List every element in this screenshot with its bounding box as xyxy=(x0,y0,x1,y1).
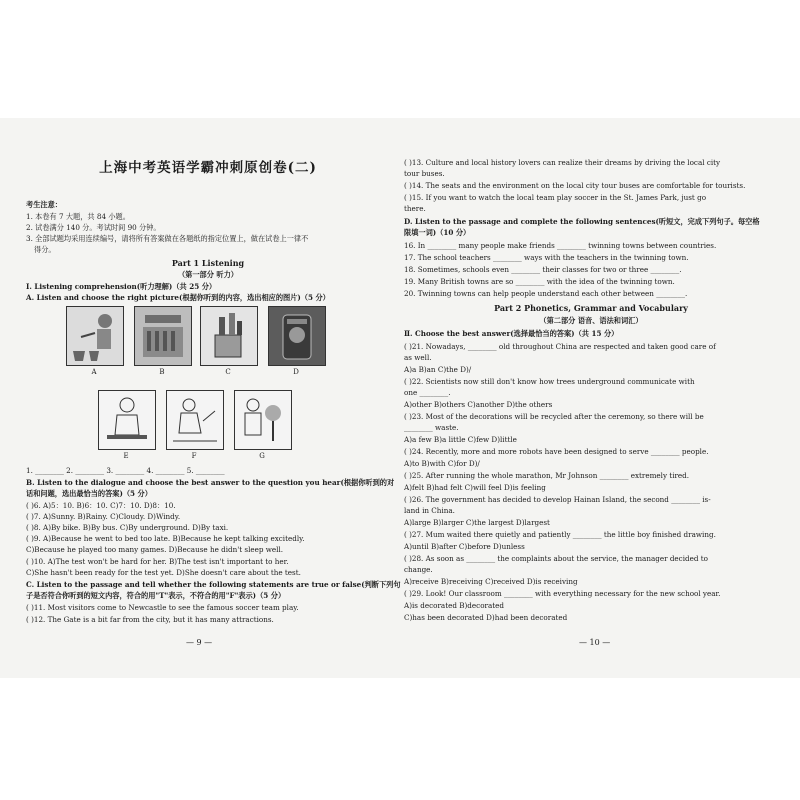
question-line: ( )24. Recently, more and more robots have been designed to serve ________ people. xyxy=(404,447,709,456)
question-line: as well. xyxy=(404,353,432,362)
answer-blanks: 1. ________ 2. ________ 3. ________ 4. ________ 5. ________ xyxy=(26,466,225,475)
question-line: land in China. xyxy=(404,506,455,515)
section-a-heading: A. Listen and choose the right picture(根据你听到的内容，选出相应的图片)（5 分） xyxy=(26,293,330,302)
picture-label: C xyxy=(225,368,231,376)
question-line: one ________. xyxy=(404,388,451,397)
question-line: 19. Many British towns are so ________ with the idea of the twinning town. xyxy=(404,277,675,286)
question-line: ( )9. A)Because he went to bed too late. B)Because he kept talking excitedly. xyxy=(26,534,305,543)
question-line: ( )6. A)5：10. B)6：10. C)7：10. D)8：10. xyxy=(26,501,176,510)
question-line: 17. The school teachers ________ ways with the teachers in the twinning town. xyxy=(404,253,689,262)
picture-label: F xyxy=(191,452,197,460)
question-line: ( )23. Most of the decorations will be recycled after the ceremony, so there will be xyxy=(404,412,704,421)
question-line: ( )21. Nowadays, ________ old throughout China are respected and taken good care of xyxy=(404,342,716,351)
note-line: 2. 试卷满分 140 分。考试时间 90 分钟。 xyxy=(26,223,161,232)
question-line: ( )22. Scientists now still don't know how trees underground communicate with xyxy=(404,377,695,386)
question-line: C)Because he played too many games. D)Because he didn't sleep well. xyxy=(26,545,284,554)
exam-paper-spread xyxy=(0,118,800,678)
picture-label: E xyxy=(123,452,129,460)
question-line: ( )14. The seats and the environment on the local city tour buses are comfortable for tourists. xyxy=(404,181,746,190)
picture-g xyxy=(234,390,292,450)
question-line: ( )11. Most visitors come to Newcastle to see the famous soccer team play. xyxy=(26,603,299,612)
question-line: 18. Sometimes, schools even ________ their classes for two or three ________. xyxy=(404,265,682,274)
part2-subtitle: （第二部分 语音、语法和词汇） xyxy=(539,316,643,325)
right-page xyxy=(404,118,778,678)
question-line: ( )28. As soon as ________ the complaints about the service, the manager decided to xyxy=(404,554,708,563)
option-line: A)until B)after C)before D)unless xyxy=(404,542,525,551)
section-heading: Ⅰ. Listening comprehension(听力理解)（共 25 分） xyxy=(26,282,217,291)
question-line: ( )27. Mum waited there quietly and patiently ________ the little boy finished drawing. xyxy=(404,530,716,539)
picture-e xyxy=(98,390,156,450)
question-line: ( )12. The Gate is a bit far from the city, but it has many attractions. xyxy=(26,615,274,624)
option-line: A)large B)larger C)the largest D)largest xyxy=(404,518,550,527)
page-title: 上海中考英语学霸冲刺原创卷(二) xyxy=(99,160,317,176)
part1-title: Part 1 Listening xyxy=(171,258,245,268)
option-line: C)has been decorated D)had been decorated xyxy=(404,613,568,622)
page-number: — 9 — xyxy=(186,638,213,647)
picture-b xyxy=(134,306,192,366)
question-line: ( )8. A)By bike. B)By bus. C)By underground. D)By taxi. xyxy=(26,523,229,532)
picture-label: B xyxy=(159,368,165,376)
question-line: 20. Twinning towns can help people understand each other between ________. xyxy=(404,289,688,298)
section-d-heading: 限填一词)（10 分） xyxy=(404,228,471,237)
picture-c xyxy=(200,306,258,366)
question-line: ( )25. After running the whole marathon, Mr Johnson ________ extremely tired. xyxy=(404,471,690,480)
picture-label: D xyxy=(293,368,299,376)
question-line: 16. In ________ many people make friends ________ twinning towns between countries. xyxy=(404,241,717,250)
part1-subtitle: （第一部分 听力） xyxy=(177,270,238,279)
section-c-heading: C. Listen to the passage and tell whether the following statements are true or false(判断下列句 xyxy=(26,580,401,589)
section-d-heading: D. Listen to the passage and complete the following sentences(听短文，完成下列句子。每空格 xyxy=(404,217,760,226)
option-line: A)to B)with C)for D)/ xyxy=(404,459,480,468)
question-line: ( )10. A)The test won't be hard for her. B)The test isn't important to her. xyxy=(26,557,289,566)
option-line: A)receive B)receiving C)received D)is receiving xyxy=(404,577,578,586)
question-line: ________ waste. xyxy=(404,423,459,432)
question-line: ( )26. The government has decided to develop Hainan Island, the second ________ is- xyxy=(404,495,711,504)
picture-f xyxy=(166,390,224,450)
question-line: C)She hasn't been ready for the test yet. D)She doesn't care about the test. xyxy=(26,568,301,577)
section-b-heading: B. Listen to the dialogue and choose the best answer to the question you hear(根据你听到的对 xyxy=(26,478,395,487)
question-line: ( )29. Look! Our classroom ________ with everything necessary for the new school year. xyxy=(404,589,721,598)
picture-d xyxy=(268,306,326,366)
question-line: tour buses. xyxy=(404,169,445,178)
page-number: — 10 — xyxy=(579,638,611,647)
question-line: there. xyxy=(404,204,426,213)
question-line: ( )7. A)Sunny. B)Rainy. C)Cloudy. D)Windy. xyxy=(26,512,181,521)
left-page xyxy=(26,118,401,678)
picture-a xyxy=(66,306,124,366)
section-c-heading: 子是否符合你听到的短文内容，符合的用"T"表示，不符合的用"F"表示)（5 分） xyxy=(26,591,286,600)
note-line: 1. 本卷有 7 大题，共 84 小题。 xyxy=(26,212,130,221)
picture-label: G xyxy=(259,452,265,460)
question-line: ( )13. Culture and local history lovers can realize their dreams by driving the local city xyxy=(404,158,721,167)
option-line: A)felt B)had felt C)will feel D)is feeling xyxy=(404,483,546,492)
note-line: 3. 全部试题均采用连续编号，请将所有答案做在各题纸的指定位置上，做在试卷上一律不 xyxy=(26,234,309,243)
option-line: A)is decorated B)decorated xyxy=(404,601,504,610)
section-ii-heading: Ⅱ. Choose the best answer(选择最恰当的答案)（共 15 分） xyxy=(404,329,619,338)
notes-heading: 考生注意： xyxy=(26,200,62,209)
option-line: A)a B)an C)the D)/ xyxy=(404,365,472,374)
option-line: A)other B)others C)another D)the others xyxy=(404,400,553,409)
picture-label: A xyxy=(91,368,97,376)
note-line: 得分。 xyxy=(34,245,56,254)
section-b-heading: 话和问题，选出最恰当的答案)（5 分） xyxy=(26,489,152,498)
part2-title: Part 2 Phonetics, Grammar and Vocabulary xyxy=(494,303,688,313)
question-line: ( )15. If you want to watch the local team play soccer in the St. James Park, just go xyxy=(404,193,707,202)
option-line: A)a few B)a little C)few D)little xyxy=(404,435,517,444)
question-line: change. xyxy=(404,565,433,574)
